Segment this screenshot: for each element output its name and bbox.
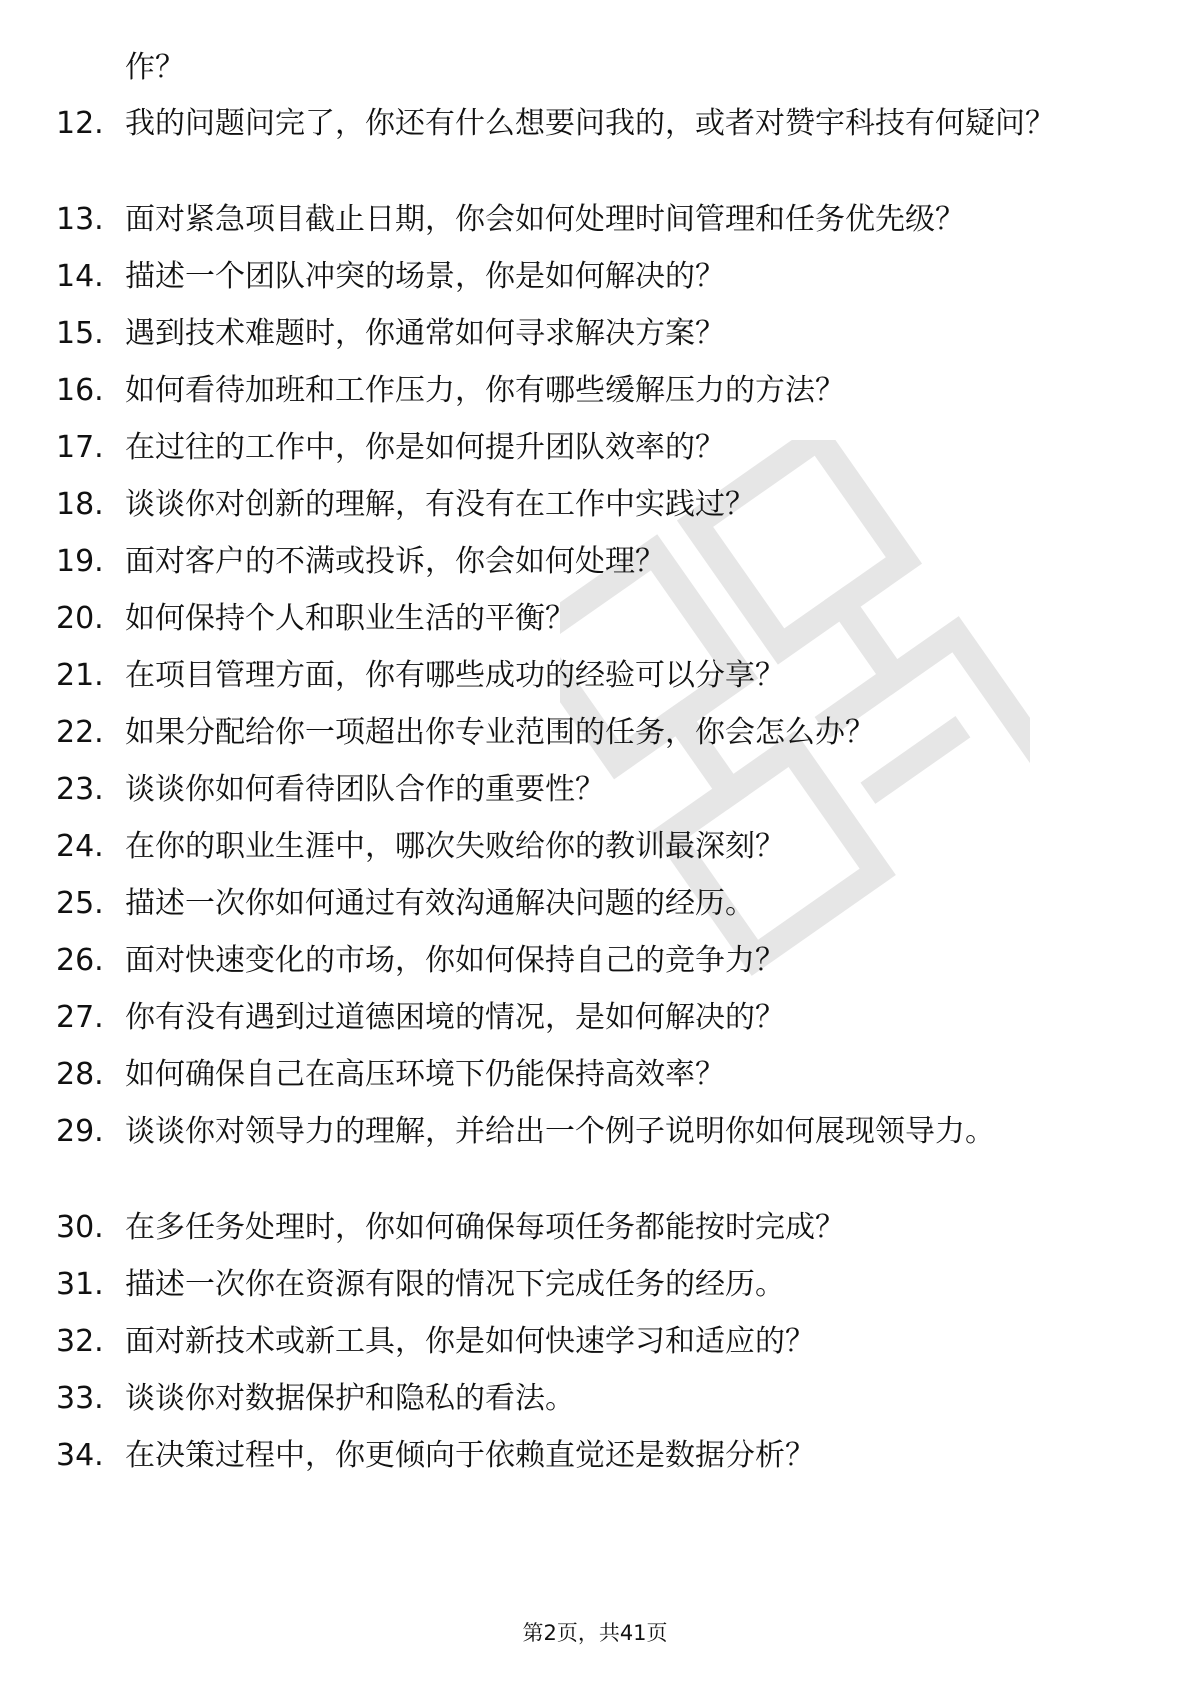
question-number: 16. — [56, 373, 104, 408]
question-text: 谈谈你对数据保护和隐私的看法。 — [125, 1381, 575, 1416]
question-number: 26. — [56, 943, 104, 978]
question-number: 27. — [56, 1000, 104, 1035]
question-text: 面对新技术或新工具，你是如何快速学习和适应的？ — [125, 1324, 815, 1359]
page-footer: 第2页，共41页 — [522, 1621, 668, 1645]
question-text: 在过往的工作中，你是如何提升团队效率的？ — [125, 430, 725, 465]
question-number: 12. — [56, 106, 104, 141]
question-text: 谈谈你如何看待团队合作的重要性？ — [125, 772, 605, 807]
question-number: 17. — [56, 430, 104, 465]
question-number: 33. — [56, 1381, 104, 1416]
question-number: 34. — [56, 1438, 104, 1473]
question-text: 在项目管理方面，你有哪些成功的经验可以分享？ — [125, 658, 785, 693]
question-number: 22. — [56, 715, 104, 750]
question-number: 24. — [56, 829, 104, 864]
question-text: 在你的职业生涯中，哪次失败给你的教训最深刻？ — [125, 829, 785, 864]
question-text: 面对快速变化的市场，你如何保持自己的竞争力？ — [125, 943, 785, 978]
question-text: 遇到技术难题时，你通常如何寻求解决方案？ — [125, 316, 725, 351]
question-text: 谈谈你对创新的理解，有没有在工作中实践过？ — [125, 487, 755, 522]
question-number: 31. — [56, 1267, 104, 1302]
question-text: 在多任务处理时，你如何确保每项任务都能按时完成？ — [125, 1210, 845, 1245]
question-text: 描述一次你如何通过有效沟通解决问题的经历。 — [125, 886, 755, 921]
question-number: 25. — [56, 886, 104, 921]
question-text: 面对客户的不满或投诉，你会如何处理？ — [125, 544, 665, 579]
question-number: 23. — [56, 772, 104, 807]
question-number: 14. — [56, 259, 104, 294]
question-text: 如果分配给你一项超出你专业范围的任务，你会怎么办？ — [125, 715, 875, 750]
question-text: 作？ — [125, 50, 185, 85]
question-text: 你有没有遇到过道德困境的情况，是如何解决的？ — [125, 1000, 785, 1035]
question-text: 如何确保自己在高压环境下仍能保持高效率？ — [125, 1057, 725, 1092]
question-text: 如何保持个人和职业生活的平衡？ — [125, 601, 575, 636]
question-number: 15. — [56, 316, 104, 351]
question-number: 28. — [56, 1057, 104, 1092]
question-text: 如何看待加班和工作压力，你有哪些缓解压力的方法？ — [125, 373, 845, 408]
question-text: 面对紧急项目截止日期，你会如何处理时间管理和任务优先级？ — [125, 202, 965, 237]
question-number: 13. — [56, 202, 104, 237]
question-text: 描述一次你在资源有限的情况下完成任务的经历。 — [125, 1267, 785, 1302]
question-text: 在决策过程中，你更倾向于依赖直觉还是数据分析？ — [125, 1438, 815, 1473]
question-number: 29. — [56, 1114, 104, 1149]
question-text: 谈谈你对领导力的理解，并给出一个例子说明你如何展现领导力。 — [125, 1114, 995, 1149]
question-number: 32. — [56, 1324, 104, 1359]
question-number: 18. — [56, 487, 104, 522]
question-text: 描述一个团队冲突的场景，你是如何解决的？ — [125, 259, 725, 294]
question-text: 我的问题问完了，你还有什么想要问我的，或者对赞宇科技有何疑问？ — [125, 106, 1055, 141]
question-number: 30. — [56, 1210, 104, 1245]
question-number: 21. — [56, 658, 104, 693]
question-number: 19. — [56, 544, 104, 579]
question-number: 20. — [56, 601, 104, 636]
